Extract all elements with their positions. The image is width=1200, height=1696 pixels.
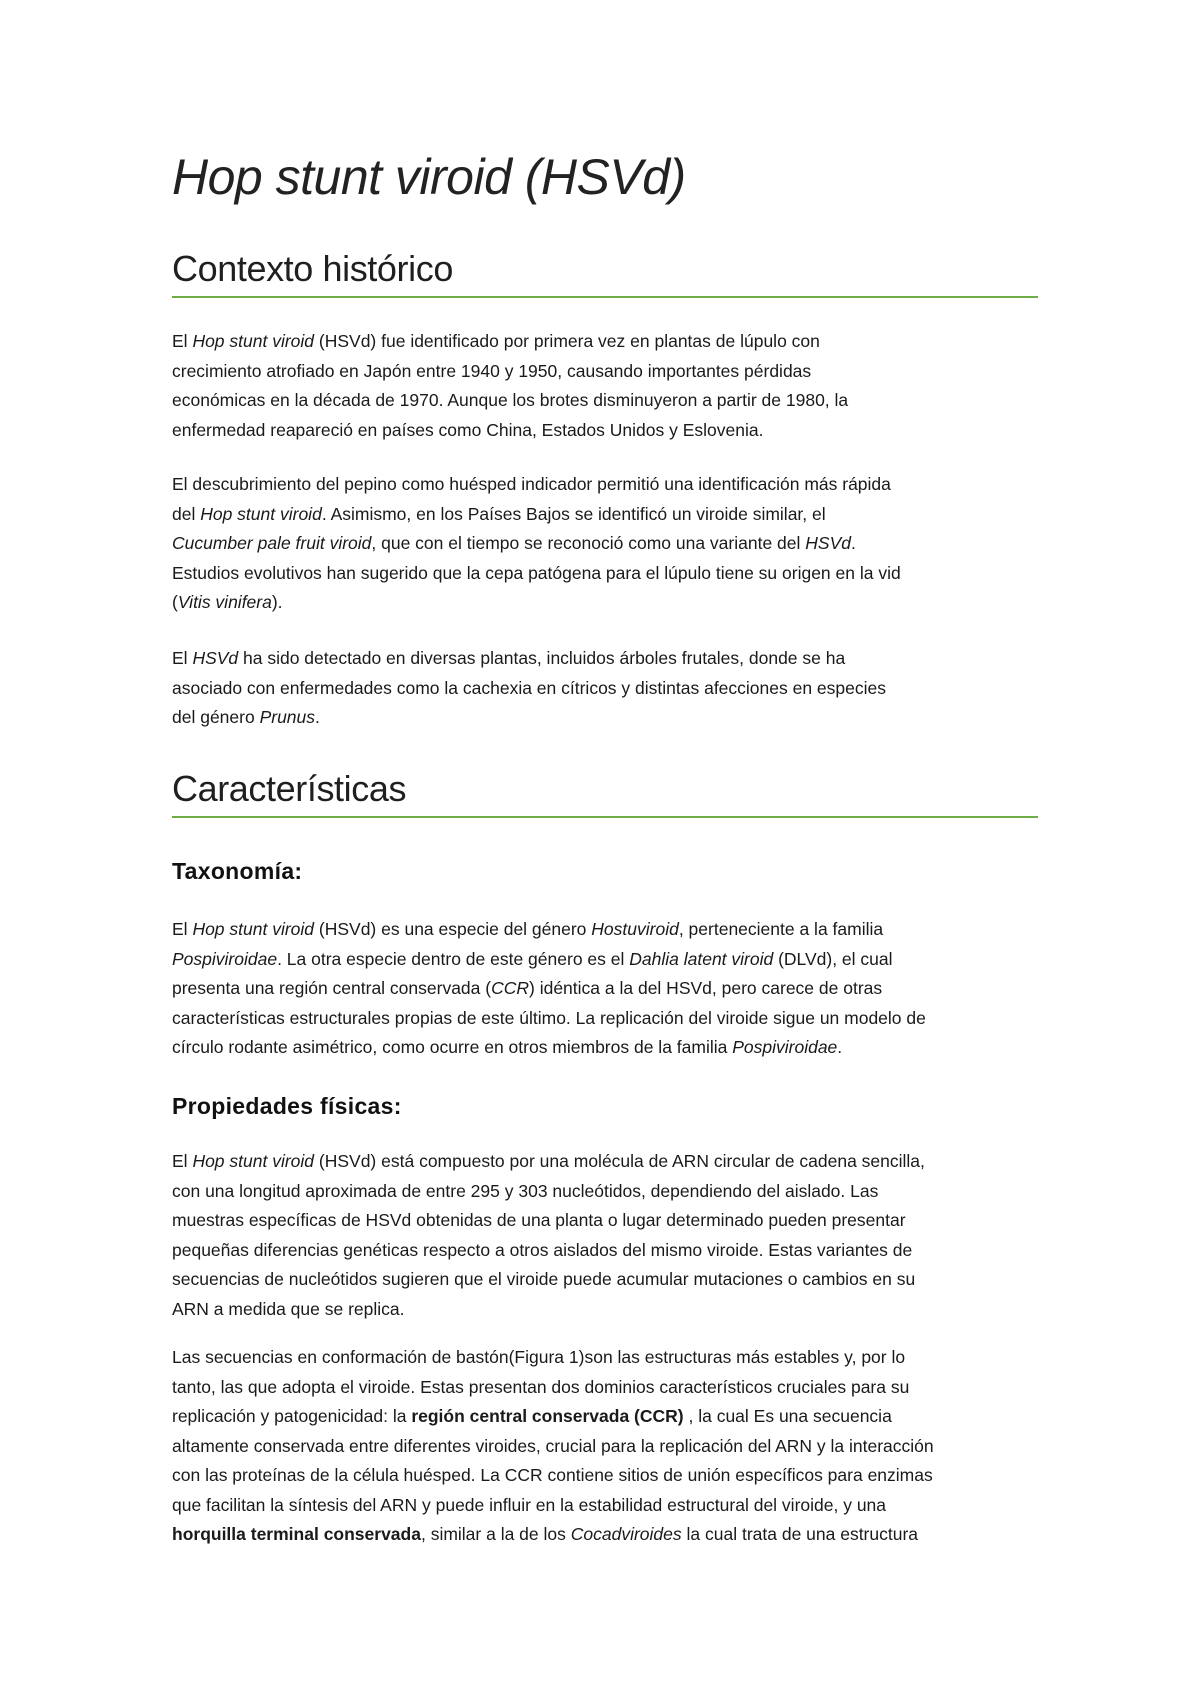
text-line <box>172 644 1038 674</box>
text-run: del género <box>172 707 260 727</box>
italic-text: HSVd <box>192 648 239 668</box>
text-run: asociado con enfermedades como la cachexia en cítricos y distintas afecciones en especies <box>172 677 887 698</box>
italic-text: Dahlia latent viroid <box>629 948 774 969</box>
italic-text: HSVd <box>805 533 851 553</box>
text-run: características estructurales propias de este último. La replicación del viroide sigue un modelo de <box>172 1007 926 1028</box>
document-title: Hop stunt viroid (HSVd) <box>172 149 686 205</box>
paragraph-propiedades-1 <box>172 1147 1038 1324</box>
paragraph-contexto-2 <box>172 470 1038 618</box>
text-run: con las proteínas de la célula huésped. La CCR contiene sitios de unión específicos para enzimas <box>172 1465 933 1485</box>
paragraph-taxonomia <box>172 915 1038 1063</box>
text-run: crecimiento atrofiado en Japón entre 1940 y 1950, causando importantes pérdidas <box>172 360 812 381</box>
text-run: , similar a la de los <box>420 1524 571 1544</box>
text-run: altamente conservada entre diferentes viroides, crucial para la replicación del ARN y la interacción <box>172 1435 934 1456</box>
text-run: Las secuencias en conformación de bastón(Figura 1)son las estructuras más estables y, por lo <box>172 1347 906 1367</box>
text-line <box>172 1402 1038 1432</box>
text-line <box>172 1033 1038 1063</box>
text-line <box>172 470 1038 500</box>
text-run: ha sido detectado en diversas plantas, incluidos árboles frutales, donde se ha <box>238 648 846 668</box>
text-line <box>172 703 1038 733</box>
text-run: , que con el tiempo se reconoció como una variante del <box>371 533 806 553</box>
text-line <box>172 327 1038 357</box>
text-line <box>172 1432 1038 1462</box>
text-line <box>172 974 1038 1004</box>
text-run: . <box>837 1037 843 1057</box>
text-run: (HSVd) fue identificado por primera vez en plantas de lúpulo con <box>314 331 820 351</box>
text-line <box>172 500 1038 530</box>
text-line <box>172 1147 1038 1177</box>
text-line <box>172 915 1038 945</box>
text-line <box>172 1004 1038 1034</box>
text-run: , perteneciente a la familia <box>678 919 884 939</box>
text-line <box>172 945 1038 975</box>
text-line <box>172 1373 1038 1403</box>
italic-text: Cucumber pale fruit viroid <box>172 533 372 553</box>
text-line <box>172 674 1038 704</box>
text-line <box>172 357 1038 387</box>
italic-text: Prunus <box>259 707 316 727</box>
text-line <box>172 416 1038 446</box>
italic-text: Hop stunt viroid <box>200 503 322 524</box>
text-run: , la cual Es una secuencia <box>683 1406 892 1426</box>
text-run: . <box>315 707 320 727</box>
italic-text: Hop stunt viroid <box>192 331 315 351</box>
text-run: secuencias de nucleótidos sugieren que el viroide puede acumular mutaciones o cambios en su <box>172 1269 916 1289</box>
text-run: la cual trata de una estructura <box>681 1524 919 1544</box>
italic-text: Hostuviroid <box>591 919 679 939</box>
text-line <box>172 559 1038 589</box>
heading-caracteristicas: Características <box>172 768 1038 818</box>
text-run: El descubrimiento del pepino como huésped indicador permitió una identificación más rápida <box>172 474 891 494</box>
text-line <box>172 1177 1038 1207</box>
text-run: (DLVd), el cual <box>773 948 893 969</box>
text-line <box>172 1343 1038 1373</box>
text-line <box>172 1491 1038 1521</box>
text-line <box>172 386 1038 416</box>
paragraph-contexto-3 <box>172 644 1038 733</box>
italic-text: Pospiviroidae <box>172 948 278 969</box>
italic-text: CCR <box>491 978 530 998</box>
text-line <box>172 1236 1038 1266</box>
text-run: enfermedad reapareció en países como China, Estados Unidos y Eslovenia. <box>172 419 764 440</box>
paragraph-contexto-1 <box>172 327 1038 445</box>
italic-text: Hop stunt viroid <box>192 919 315 939</box>
text-run: . Asimismo, en los Países Bajos se identificó un viroide similar, el <box>321 503 826 524</box>
text-run: que facilitan la síntesis del ARN y puede influir en la estabilidad estructural del viroide, y una <box>172 1494 887 1515</box>
text-line <box>172 588 1038 618</box>
text-run: ( <box>172 592 178 612</box>
text-run: del <box>172 503 201 524</box>
text-run: presenta una región central conservada ( <box>172 978 492 998</box>
text-run: replicación y patogenicidad: la <box>172 1406 412 1426</box>
text-run: económicas en la década de 1970. Aunque los brotes disminuyeron a partir de 1980, la <box>172 390 849 410</box>
text-run: (HSVd) es una especie del género <box>314 919 592 939</box>
text-run: con una longitud aproximada de entre 295 y 303 nucleótidos, dependiendo del aislado. Las <box>172 1180 879 1201</box>
text-run: El <box>172 648 193 668</box>
text-run: tanto, las que adopta el viroide. Estas presentan dos dominios característicos cruciales para su <box>172 1376 910 1397</box>
text-run: El <box>172 331 193 351</box>
text-run: círculo rodante asimétrico, como ocurre en otros miembros de la familia <box>172 1037 733 1057</box>
subheading-taxonomia: Taxonomía: <box>172 858 303 884</box>
text-line <box>172 1265 1038 1295</box>
text-line <box>172 1206 1038 1236</box>
italic-text: Vitis vinifera <box>177 592 272 612</box>
italic-text: Cocadviroides <box>570 1524 682 1544</box>
text-line <box>172 1295 1038 1325</box>
paragraph-propiedades-2 <box>172 1343 1038 1550</box>
text-run: El <box>172 919 193 939</box>
text-line <box>172 1520 1038 1550</box>
text-run: pequeñas diferencias genéticas respecto a otros aislados del mismo viroide. Estas variantes de <box>172 1239 913 1260</box>
text-run: ). <box>271 592 283 612</box>
text-run: . La otra especie dentro de este género es el <box>277 948 630 969</box>
text-run: (HSVd) está compuesto por una molécula de ARN circular de cadena sencilla, <box>314 1151 925 1171</box>
bold-text: región central conservada (CCR) <box>411 1406 684 1426</box>
text-line <box>172 529 1038 559</box>
text-run: Estudios evolutivos han sugerido que la cepa patógena para el lúpulo tiene su origen en la vid <box>172 562 901 583</box>
italic-text: Hop stunt viroid <box>192 1151 315 1171</box>
heading-contexto-historico: Contexto histórico <box>172 248 1038 298</box>
text-run: muestras específicas de HSVd obtenidas de una planta o lugar determinado pueden presentar <box>172 1210 906 1230</box>
subheading-propiedades-fisicas: Propiedades físicas: <box>172 1093 402 1119</box>
bold-text: horquilla terminal conservada <box>172 1524 421 1544</box>
text-run: . <box>850 533 856 553</box>
text-run: ) idéntica a la del HSVd, pero carece de otras <box>529 978 883 998</box>
text-line <box>172 1461 1038 1491</box>
italic-text: Pospiviroidae <box>732 1037 838 1057</box>
text-run: El <box>172 1151 193 1171</box>
text-run: ARN a medida que se replica. <box>172 1298 405 1319</box>
